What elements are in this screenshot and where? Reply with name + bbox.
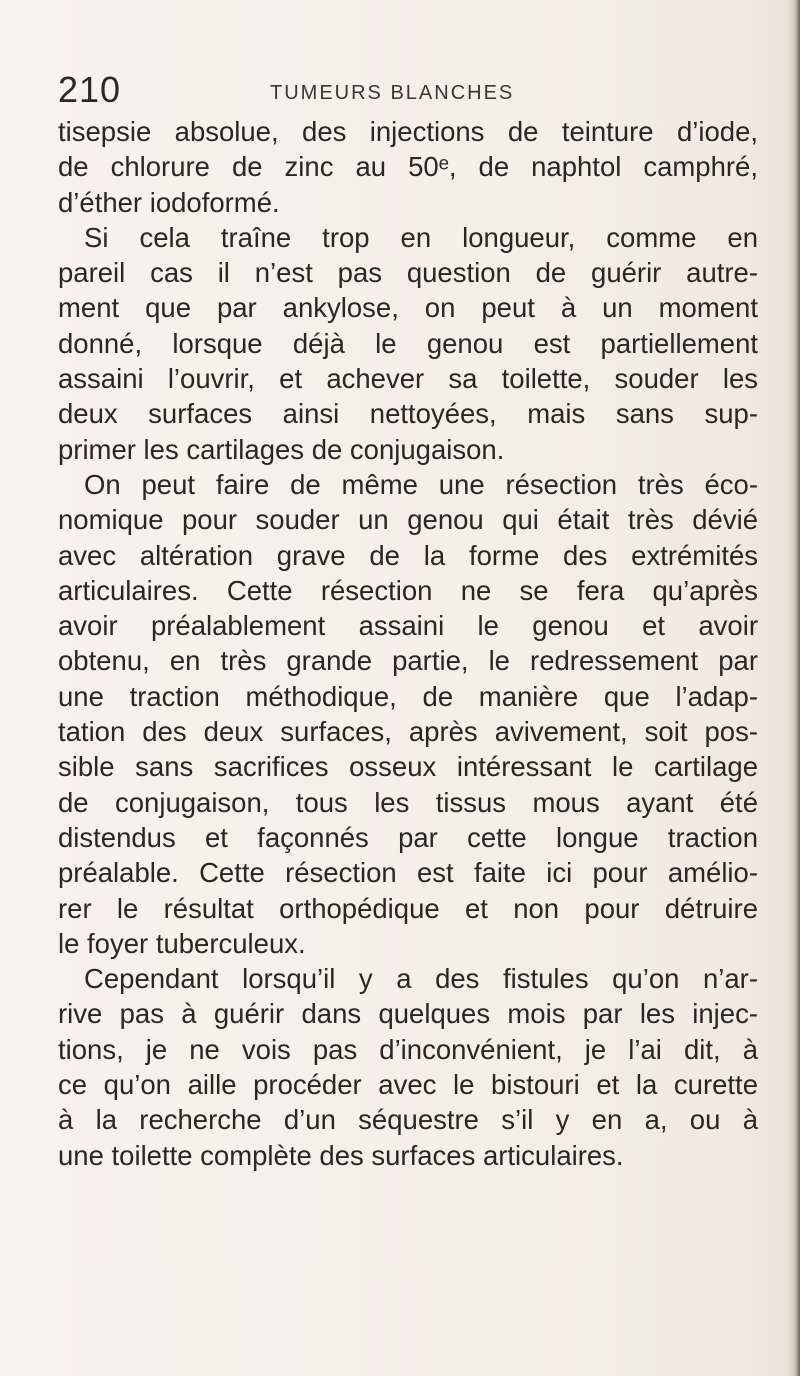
text-line: rive pas à guérir dans quelques mois par les injec- <box>58 998 758 1030</box>
text-line: donné, lorsque déjà le genou est partiellement <box>58 327 758 359</box>
text-line: sible sans sacrifices osseux intéressant le cartilage <box>58 751 758 783</box>
text-line: le foyer tuberculeux. <box>58 927 306 959</box>
paragraph-start-line: On peut faire de même une résection très éco- <box>84 468 758 500</box>
text-line: articulaires. Cette résection ne se fera qu’après <box>58 574 758 606</box>
paragraph-start-line: Si cela traîne trop en longueur, comme en <box>84 221 758 253</box>
text-line: préalable. Cette résection est faite ici pour amélio- <box>58 857 758 889</box>
paragraph-start-line: Cependant lorsqu’il y a des fistules qu’on n’ar- <box>84 963 758 995</box>
text-line: tation des deux surfaces, après avivement, soit pos- <box>58 716 758 748</box>
running-title: TUMEURS BLANCHES <box>270 82 515 104</box>
body-text <box>58 114 758 1173</box>
text-line: assaini l’ouvrir, et achever sa toilette, souder les <box>58 363 758 395</box>
text-line: tions, je ne vois pas d’inconvénient, je l’ai dit, à <box>58 1033 758 1065</box>
text-line: une traction méthodique, de manière que l’adap- <box>58 680 758 712</box>
text-line: primer les cartilages de conjugaison. <box>58 433 505 465</box>
text-line: ment que par ankylose, on peut à un moment <box>58 292 758 324</box>
page-number: 210 <box>58 69 122 110</box>
text-line: nomique pour souder un genou qui était très dévié <box>58 504 758 536</box>
page-header <box>58 70 758 110</box>
text-line: deux surfaces ainsi nettoyées, mais sans sup- <box>58 398 758 430</box>
text-line: pareil cas il n’est pas question de guérir autre- <box>58 257 758 289</box>
text-line: obtenu, en très grande partie, le redressement par <box>58 645 758 677</box>
text-line: à la recherche d’un séquestre s’il y en a, ou à <box>58 1104 758 1136</box>
text-line: avec altération grave de la forme des extrémités <box>58 539 758 571</box>
page-edge-shadow <box>788 0 800 1376</box>
text-line: tisepsie absolue, des injections de teinture d’iode, <box>58 116 758 147</box>
text-line: avoir préalablement assaini le genou et avoir <box>58 610 758 642</box>
text-line: ce qu’on aille procéder avec le bistouri et la curette <box>58 1069 758 1101</box>
text-line: de conjugaison, tous les tissus mous ayant été <box>58 786 758 818</box>
text-line: d’éther iodoformé. <box>58 186 280 218</box>
text-line: distendus et façonnés par cette longue traction <box>58 821 758 853</box>
text-line: rer le résultat orthopédique et non pour détruire <box>58 892 758 924</box>
text-line: de chlorure de zinc au 50ᵉ, de naphtol camphré, <box>58 151 758 183</box>
text-line: une toilette complète des surfaces articulaires. <box>58 1139 624 1171</box>
